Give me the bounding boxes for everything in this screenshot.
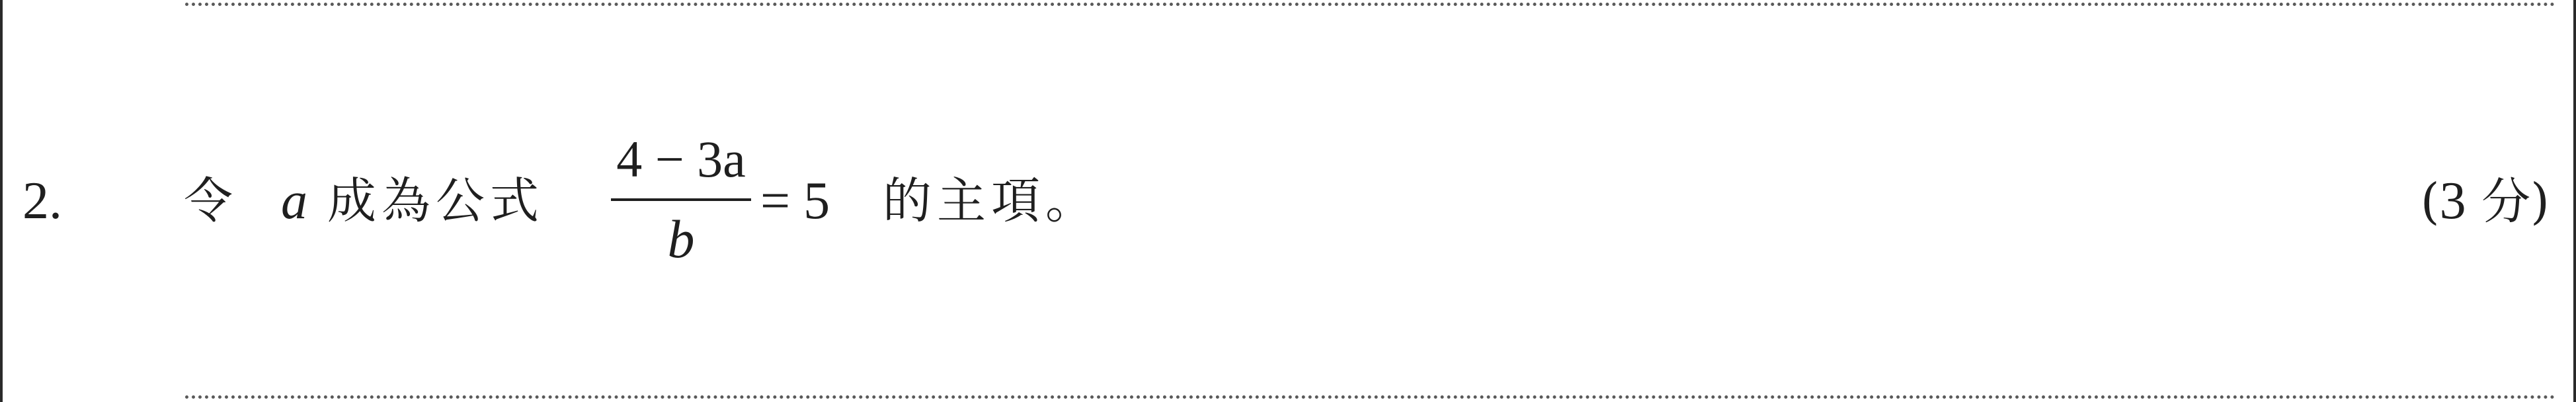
answer-line-bottom (185, 395, 2556, 399)
question-tail: 的主項。 (883, 173, 1100, 229)
question-number: 2. (22, 172, 62, 230)
fraction-numerator: 4 − 3a (616, 130, 746, 188)
question-variable: a (281, 172, 307, 230)
marks-allocation (2421, 168, 2550, 235)
formula-fraction (608, 130, 754, 282)
marks-unit: 分 (2481, 173, 2531, 230)
marks-open-paren: ( (2420, 173, 2440, 230)
page-right-border (2573, 0, 2576, 402)
fraction-denominator: b (667, 209, 695, 269)
marks-close-paren: ) (2530, 173, 2550, 230)
question-connector: 成為公式 (327, 173, 544, 229)
question-lead-word: 令 (184, 173, 238, 229)
answer-line-top (185, 3, 2556, 6)
page-left-border (0, 0, 3, 402)
marks-value: 3 (2439, 172, 2466, 230)
formula-right-side: = 5 (760, 172, 830, 230)
fraction-bar (611, 198, 751, 201)
